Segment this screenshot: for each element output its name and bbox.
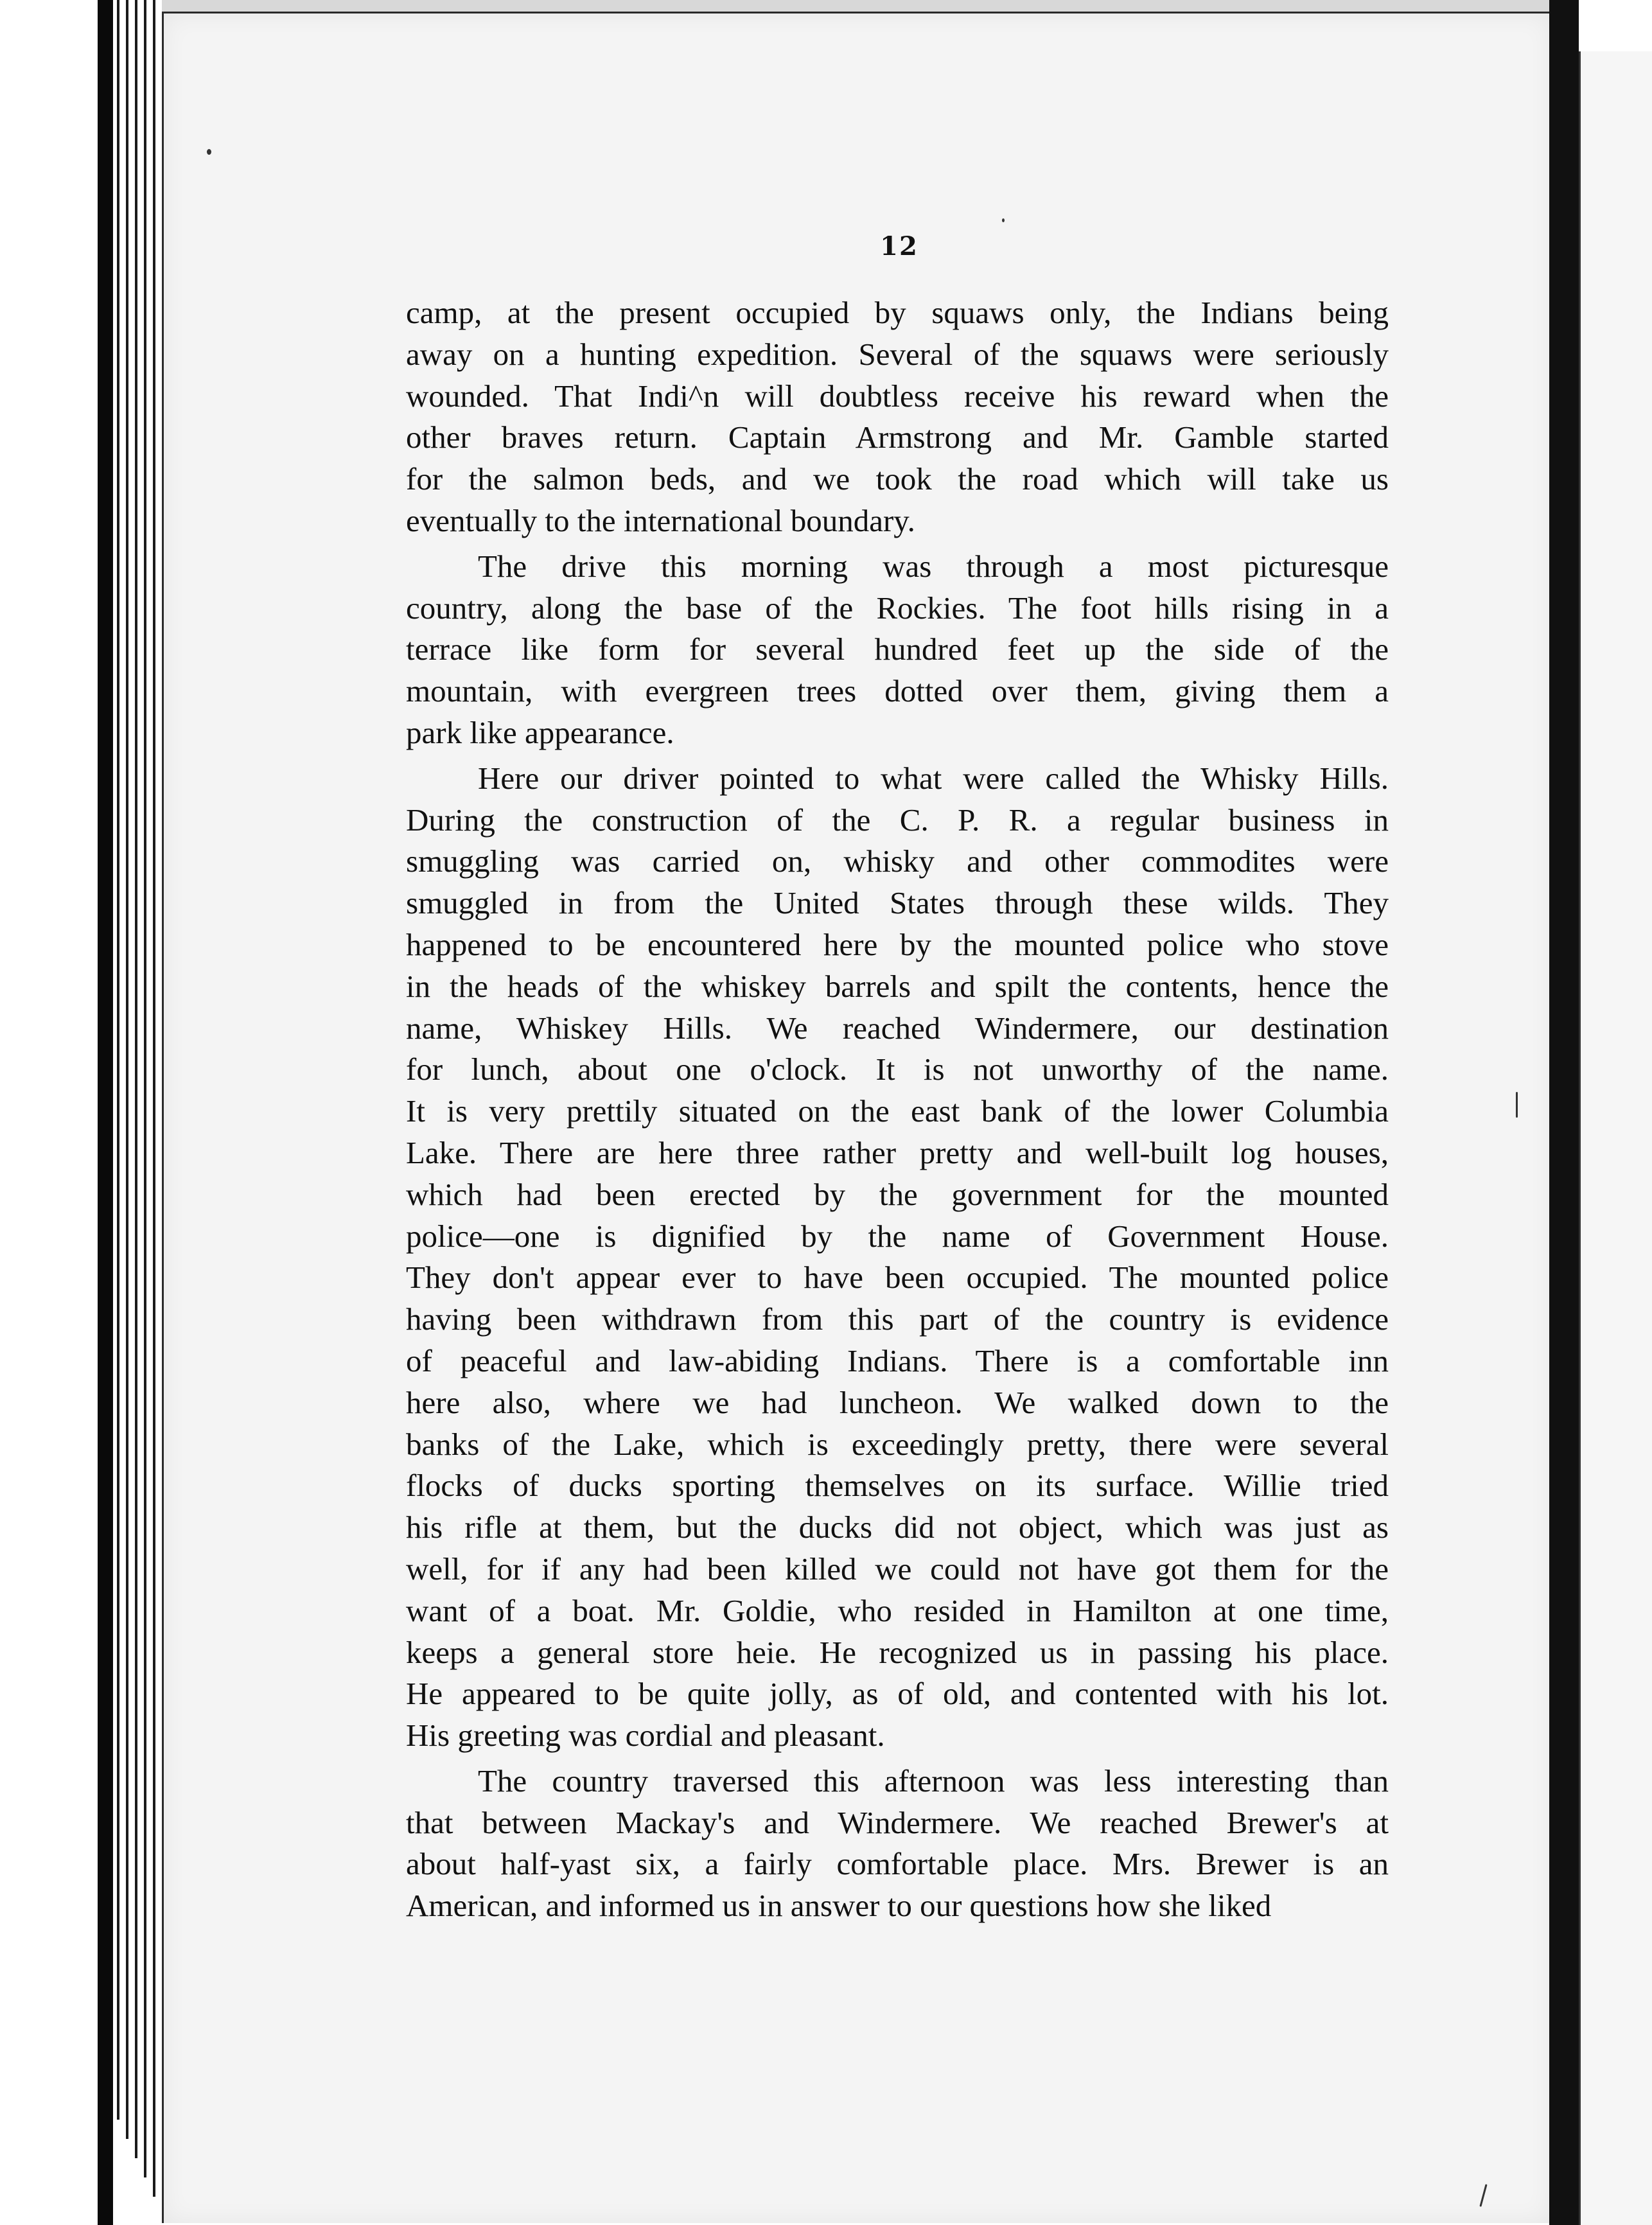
text-line: It is very prettily situated on the east bank of the lower Columbia bbox=[406, 1093, 1389, 1129]
text-line: During the construction of the C. P. R. a regular business in bbox=[406, 802, 1389, 838]
page-edge bbox=[153, 0, 155, 2197]
text-line: His greeting was cordial and pleasant. bbox=[406, 1718, 885, 1754]
text-line: The country traversed this afternoon was less interesting than bbox=[478, 1763, 1389, 1798]
text-line: eventually to the international boundary. bbox=[406, 502, 915, 538]
text-line: Here our driver pointed to what were called the Whisky Hills. bbox=[478, 760, 1389, 796]
text-line: flocks of ducks sporting themselves on its surface. Willie tried bbox=[406, 1468, 1389, 1504]
scan-speck bbox=[207, 149, 211, 155]
paragraph bbox=[406, 292, 1389, 542]
text-line: mountain, with evergreen trees dotted over them, giving them a bbox=[406, 673, 1389, 709]
text-line: The drive this morning was through a most picturesque bbox=[478, 548, 1389, 584]
paragraph bbox=[406, 758, 1389, 1757]
page-edge bbox=[117, 0, 119, 2120]
right-gutter-shadow bbox=[1549, 0, 1579, 2225]
text-line: Lake. There are here three rather pretty and well-built log houses, bbox=[406, 1134, 1389, 1170]
body-text bbox=[406, 292, 1389, 1927]
text-line: smuggled in from the United States through these wilds. They bbox=[406, 885, 1389, 921]
scan-left-margin bbox=[0, 0, 96, 2225]
text-line: of peaceful and law-abiding Indians. There is a comfortable inn bbox=[406, 1342, 1389, 1378]
text-line: for lunch, about one o'clock. It is not unworthy of the name. bbox=[406, 1051, 1389, 1087]
text-line: wounded. That Indi^n will doubtless receive his reward when the bbox=[406, 378, 1389, 414]
text-line: smuggling was carried on, whisky and other commodites were bbox=[406, 843, 1389, 879]
scan-speck bbox=[1002, 218, 1005, 222]
text-line: keeps a general store heie. He recognized us in passing his place. bbox=[406, 1634, 1389, 1670]
text-line: away on a hunting expedition. Several of the squaws were seriously bbox=[406, 336, 1389, 372]
text-line: He appeared to be quite jolly, as of old, and contented with his lot. bbox=[406, 1676, 1389, 1712]
text-line: They don't appear ever to have been occupied. The mounted police bbox=[406, 1260, 1389, 1296]
text-line: terrace like form for several hundred feet up the side of the bbox=[406, 631, 1389, 667]
text-line: want of a boat. Mr. Goldie, who resided in Hamilton at one time, bbox=[406, 1592, 1389, 1628]
text-line: police—one is dignified by the name of Government House. bbox=[406, 1218, 1389, 1254]
text-line: which had been erected by the government for the mounted bbox=[406, 1176, 1389, 1212]
text-line: for the salmon beds, and we took the road which will take us bbox=[406, 461, 1389, 497]
text-line: American, and informed us in answer to our questions how she liked bbox=[406, 1888, 1272, 1924]
scan-speck bbox=[1516, 1092, 1518, 1118]
text-line: having been withdrawn from this part of the country is evidence bbox=[406, 1301, 1389, 1337]
text-line: his rifle at them, but the ducks did not object, which was just as bbox=[406, 1509, 1389, 1545]
facing-page-edge bbox=[1579, 51, 1652, 2225]
text-line: in the heads of the whiskey barrels and spilt the contents, hence the bbox=[406, 968, 1389, 1004]
paragraph bbox=[406, 546, 1389, 754]
text-line: well, for if any had been killed we could not have got them for the bbox=[406, 1551, 1389, 1587]
text-line: park like appearance. bbox=[406, 714, 674, 750]
text-line: here also, where we had luncheon. We walked down to the bbox=[406, 1384, 1389, 1420]
page-top-edge bbox=[162, 0, 1549, 12]
text-line: other braves return. Captain Armstrong and Mr. Gamble started bbox=[406, 419, 1389, 455]
page-edge bbox=[135, 0, 137, 2158]
text-line: country, along the base of the Rockies. The foot hills rising in a bbox=[406, 590, 1389, 626]
text-line: that between Mackay's and Windermere. We reached Brewer's at bbox=[406, 1804, 1389, 1840]
paragraph bbox=[406, 1761, 1389, 1927]
book-spine-shadow bbox=[98, 0, 113, 2225]
text-line: banks of the Lake, which is exceedingly pretty, there were several bbox=[406, 1426, 1389, 1462]
text-line: about half-yast six, a fairly comfortable place. Mrs. Brewer is an bbox=[406, 1846, 1389, 1882]
page-edge bbox=[126, 0, 128, 2139]
text-line: camp, at the present occupied by squaws only, the Indians being bbox=[406, 295, 1389, 330]
text-line: name, Whiskey Hills. We reached Windermere, our destination bbox=[406, 1010, 1389, 1046]
page-edge bbox=[144, 0, 146, 2177]
page-number: 12 bbox=[880, 231, 918, 261]
text-line: happened to be encountered here by the mounted police who stove bbox=[406, 926, 1389, 962]
